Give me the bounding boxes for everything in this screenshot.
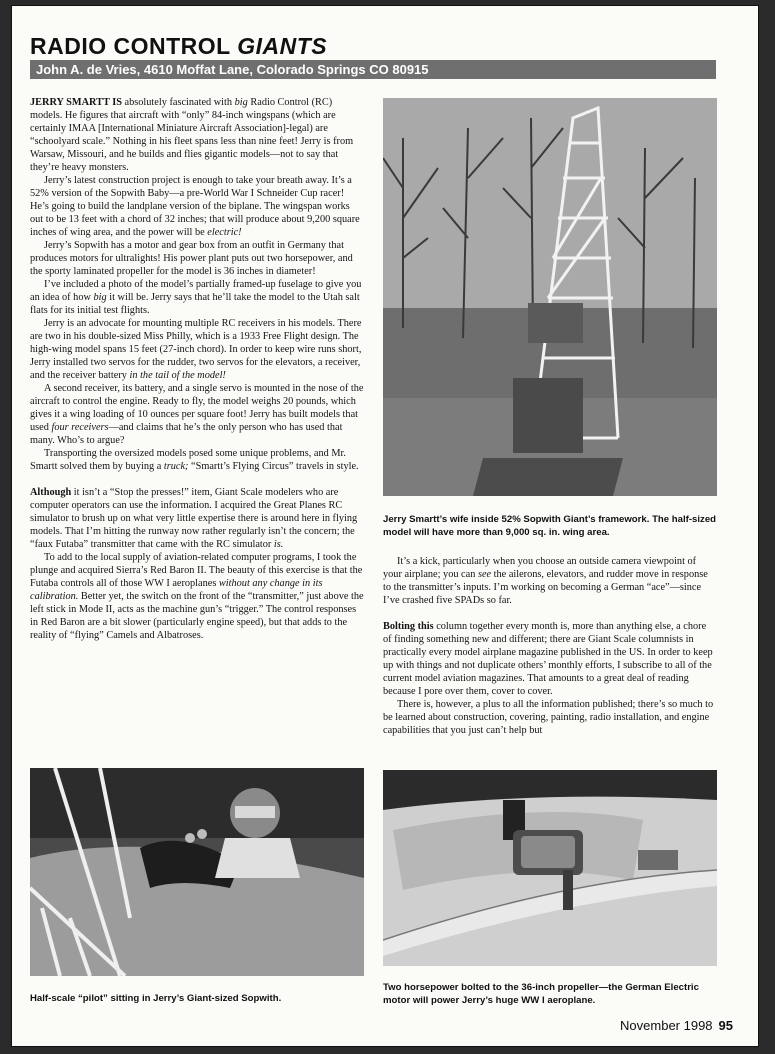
paragraph: There is, however, a plus to all the information published; there’s so much to be learned about construction, covering, painting, radio installation, and engine capabilities that you just can’t help but xyxy=(383,699,714,736)
paragraph: Jerry’s latest construction project is enough to take your breath away. It’s a 52% version of the Sopwith Baby—a pre-World War I Schneider Cup racer! He’s going to build the landplane version of the biplane. The wingspan works out to be 13 feet with a chord of 32 inches; that will produce about 9,200 square inches of wing area, and the power will be electric! xyxy=(30,175,360,238)
page-number: 95 xyxy=(718,1018,733,1033)
author-byline: John A. de Vries, 4610 Moffat Lane, Colorado Springs CO 80915 xyxy=(30,60,716,79)
title-giants: GIANTS xyxy=(237,33,328,59)
paragraph: It’s a kick, particularly when you choose an outside camera viewpoint of your airplane; you can see the ailerons, elevators, and rudder move in response to the transmitter’s inputs. I’m working on becoming a German “ace”—since I’ve crashed five SPADs so far. xyxy=(383,556,708,606)
pilot-photo-caption: Half-scale “pilot” sitting in Jerry’s Giant-sized Sopwith. xyxy=(30,993,282,1004)
fuselage-framework-photo xyxy=(383,98,717,496)
right-column xyxy=(383,555,717,737)
pilot-photo xyxy=(30,768,364,976)
fuselage-photo-caption: Jerry Smartt’s wife inside 52% Sopwith Giant’s framework. The half-sized model will have more than 9,000 sq. in. wing area. xyxy=(383,514,717,538)
paragraph: Bolting this column together every month is, more than anything else, a chore of finding something new and different; there are Giant Scale columnists in practically every model airplane magazine published in the US. In order to keep up with things and not duplicate others’ monthly efforts, I subscribe to all of the current model aviation magazines. That amounts to a great deal of reading because I pore over them, cover to cover. xyxy=(383,621,713,697)
title-main: RADIO CONTROL xyxy=(30,33,231,59)
motor-photo-caption: Two horsepower bolted to the 36-inch propeller—the German Electric motor will power Jerry’s huge WW I aeroplane. xyxy=(383,982,699,1006)
motor-propeller-photo xyxy=(383,770,717,966)
paragraph: Although it isn’t a “Stop the presses!” item, Giant Scale modelers who are computer operators can use the information. I acquired the Great Planes RC simulator to brush up on what very little expertise there is around here in flying models. That I’m hitting the runway now rather regularly isn’t the concern; the “faux Futaba” transmitter that came with the RC simulator is. xyxy=(30,487,358,550)
paragraph: Jerry’s Sopwith has a motor and gear box from an outfit in Germany that produces motors for ultralights! His power plant puts out two horsepower, and the sporty laminated propeller for the model is 36 inches in diameter! xyxy=(30,240,353,277)
column-title xyxy=(30,33,327,60)
left-column xyxy=(30,96,364,642)
paragraph: Jerry is an advocate for mounting multiple RC receivers in his models. There are two in his double-sized Miss Philly, which is a 1933 Free Flight design. The high-wing model spans 15 feet (27-inch chord). In order to keep wire runs short, Jerry installed two servos for the rudder, two servos for the elevators, a receiver, and the receiver battery in the tail of the model! xyxy=(30,318,362,381)
page-footer xyxy=(620,1018,733,1033)
paragraph: Transporting the oversized models posed some unique problems, and Mr. Smartt solved them by buying a truck; “Smartt’s Flying Circus” travels in style. xyxy=(30,448,359,472)
paragraph: I’ve included a photo of the model’s partially framed-up fuselage to give you an idea of how big it will be. Jerry says that he’ll take the model to the Utah salt flats for its initial test flights. xyxy=(30,279,362,316)
paragraph: JERRY SMARTT IS absolutely fascinated with big Radio Control (RC) models. He figures that aircraft with “only” 84-inch wingspans (which are certainly IMAA [International Miniature Aircraft Association]-legal) are “schoolyard scale.” Nothing in his fleet spans less than nine feet! Jerry is from Warsaw, Missouri, and he builds and flies gigantic models—not to say that they’re heavy monsters. xyxy=(30,97,354,173)
paragraph: To add to the local supply of aviation-related computer programs, I took the plunge and acquired Sierra’s Red Baron II. The beauty of this exercise is that the Futaba controls all of those WW I aeroplanes without any change in its calibration. Better yet, the switch on the front of the “transmitter,” just above the left stick in Mode II, acts as the machine gun’s “trigger.” The control responses in Red Baron are a bit slower (particularly engine speed), but that adds to the reality of “flying” Camels and Albatroses. xyxy=(30,552,364,641)
issue-date: November 1998 xyxy=(620,1018,713,1033)
paragraph: A second receiver, its battery, and a single servo is mounted in the nose of the aircraft to control the engine. Ready to fly, the model weighs 20 pounds, which gives it a wing loading of 10 ounces per square foot! Jerry has built models that used four receivers—and claims that he’s the only person who has used that many. Who’s to argue? xyxy=(30,383,364,446)
